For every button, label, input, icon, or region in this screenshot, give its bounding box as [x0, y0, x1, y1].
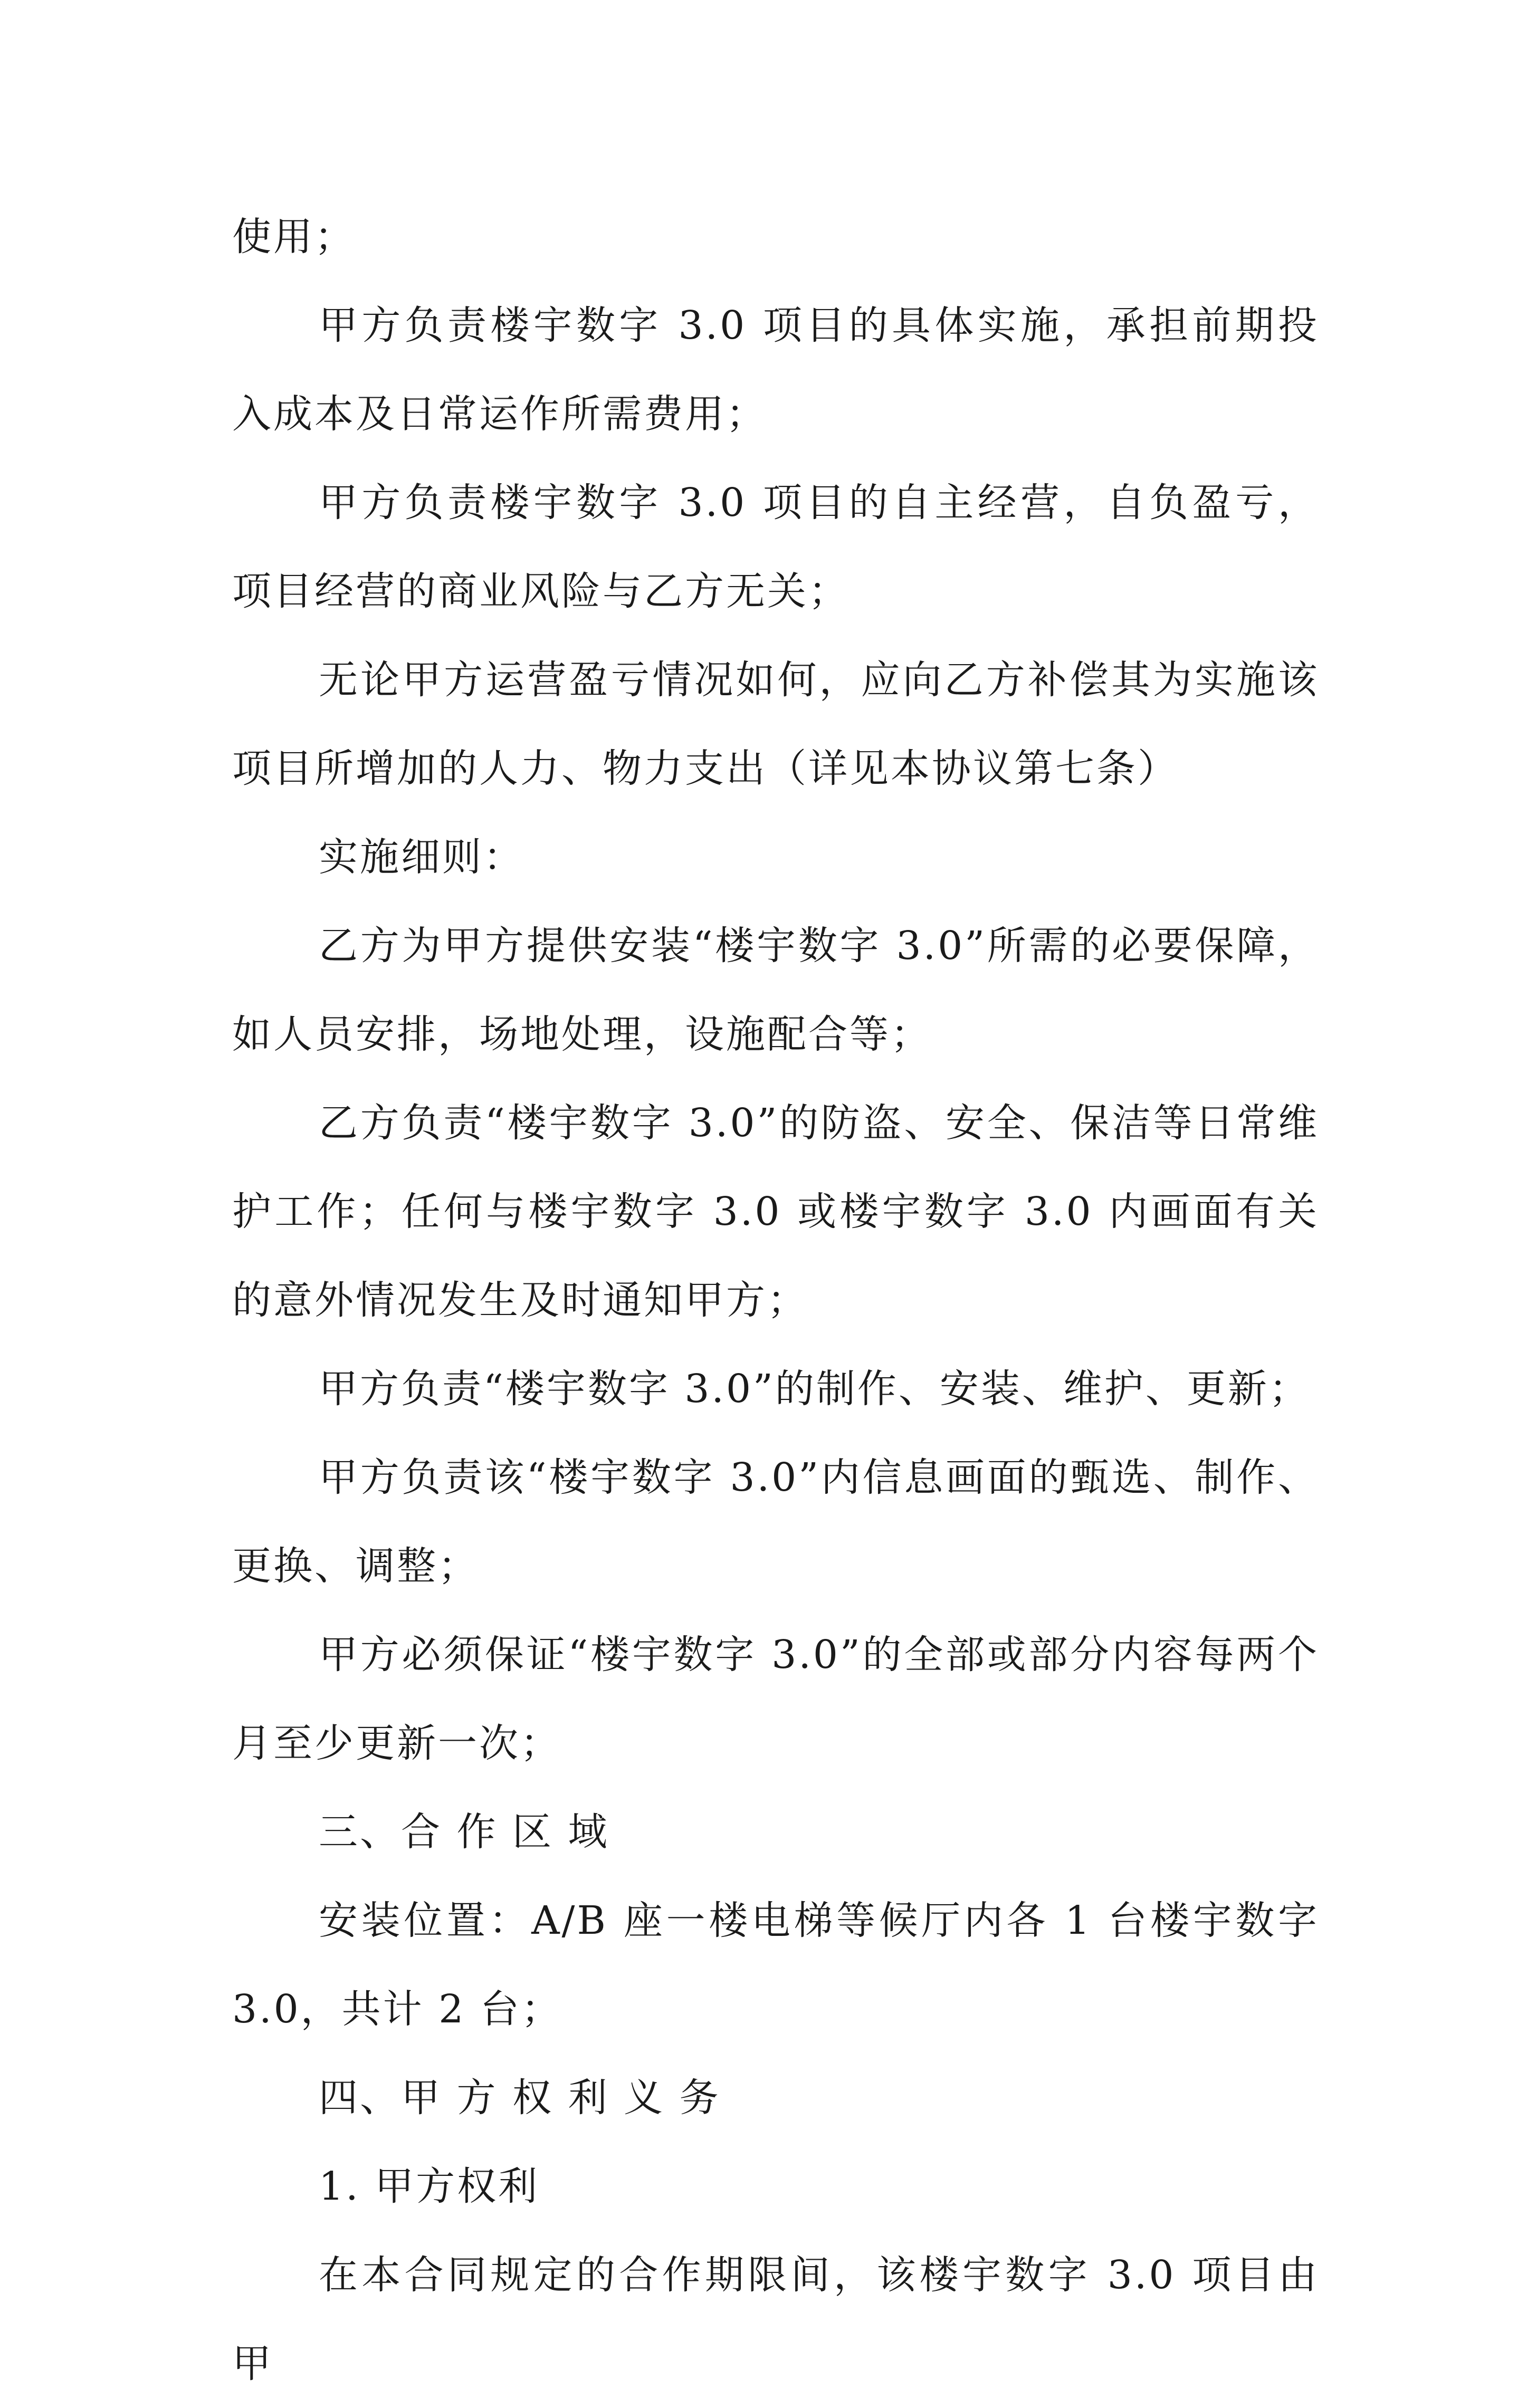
paragraph-implementation-rules-heading: 实施细则：: [319, 834, 524, 880]
paragraph-cooperation-period: 在本合同规定的合作期限间，该楼宇数字 3.0 项目由甲: [232, 2252, 1319, 2386]
paragraph-continuation: 使用；: [232, 214, 356, 260]
paragraph-party-b-support: 乙方为甲方提供安装“楼宇数字 3.0”所需的必要保障，如人员安排，场地处理，设施配合等；: [232, 923, 1319, 1057]
section-heading-cooperation-area: 三、合 作 区 域: [319, 1809, 609, 1855]
paragraph-compensation: 无论甲方运营盈亏情况如何，应向乙方补偿其为实施该项目所增加的人力、物力支出（详见本协议第七条）: [232, 657, 1319, 791]
section-heading-party-a-rights: 四、甲 方 权 利 义 务: [319, 2075, 721, 2121]
paragraph-installation-location: 安装位置：A/B 座一楼电梯等候厅内各 1 台楼宇数字 3.0，共计 2 台；: [232, 1898, 1319, 2032]
subheading-party-a-rights: 1. 甲方权利: [319, 2164, 540, 2209]
paragraph-self-operation: 甲方负责楼宇数字 3.0 项目的自主经营，自负盈亏，项目经营的商业风险与乙方无关；: [232, 480, 1319, 614]
paragraph-party-a-production: 甲方负责“楼宇数字 3.0”的制作、安装、维护、更新；: [319, 1366, 1310, 1412]
paragraph-implementation-cost: 甲方负责楼宇数字 3.0 项目的具体实施，承担前期投入成本及日常运作所需费用；: [232, 303, 1319, 437]
document-body: [232, 193, 1319, 2408]
paragraph-update-frequency: 甲方必须保证“楼宇数字 3.0”的全部或部分内容每两个月至少更新一次；: [232, 1632, 1319, 1766]
paragraph-party-b-maintenance: 乙方负责“楼宇数字 3.0”的防盗、安全、保洁等日常维护工作；任何与楼宇数字 3.0 或楼宇数字 3.0 内画面有关的意外情况发生及时通知甲方；: [232, 1100, 1319, 1323]
paragraph-party-a-content-selection: 甲方负责该“楼宇数字 3.0”内信息画面的甄选、制作、更换、调整；: [232, 1455, 1319, 1589]
